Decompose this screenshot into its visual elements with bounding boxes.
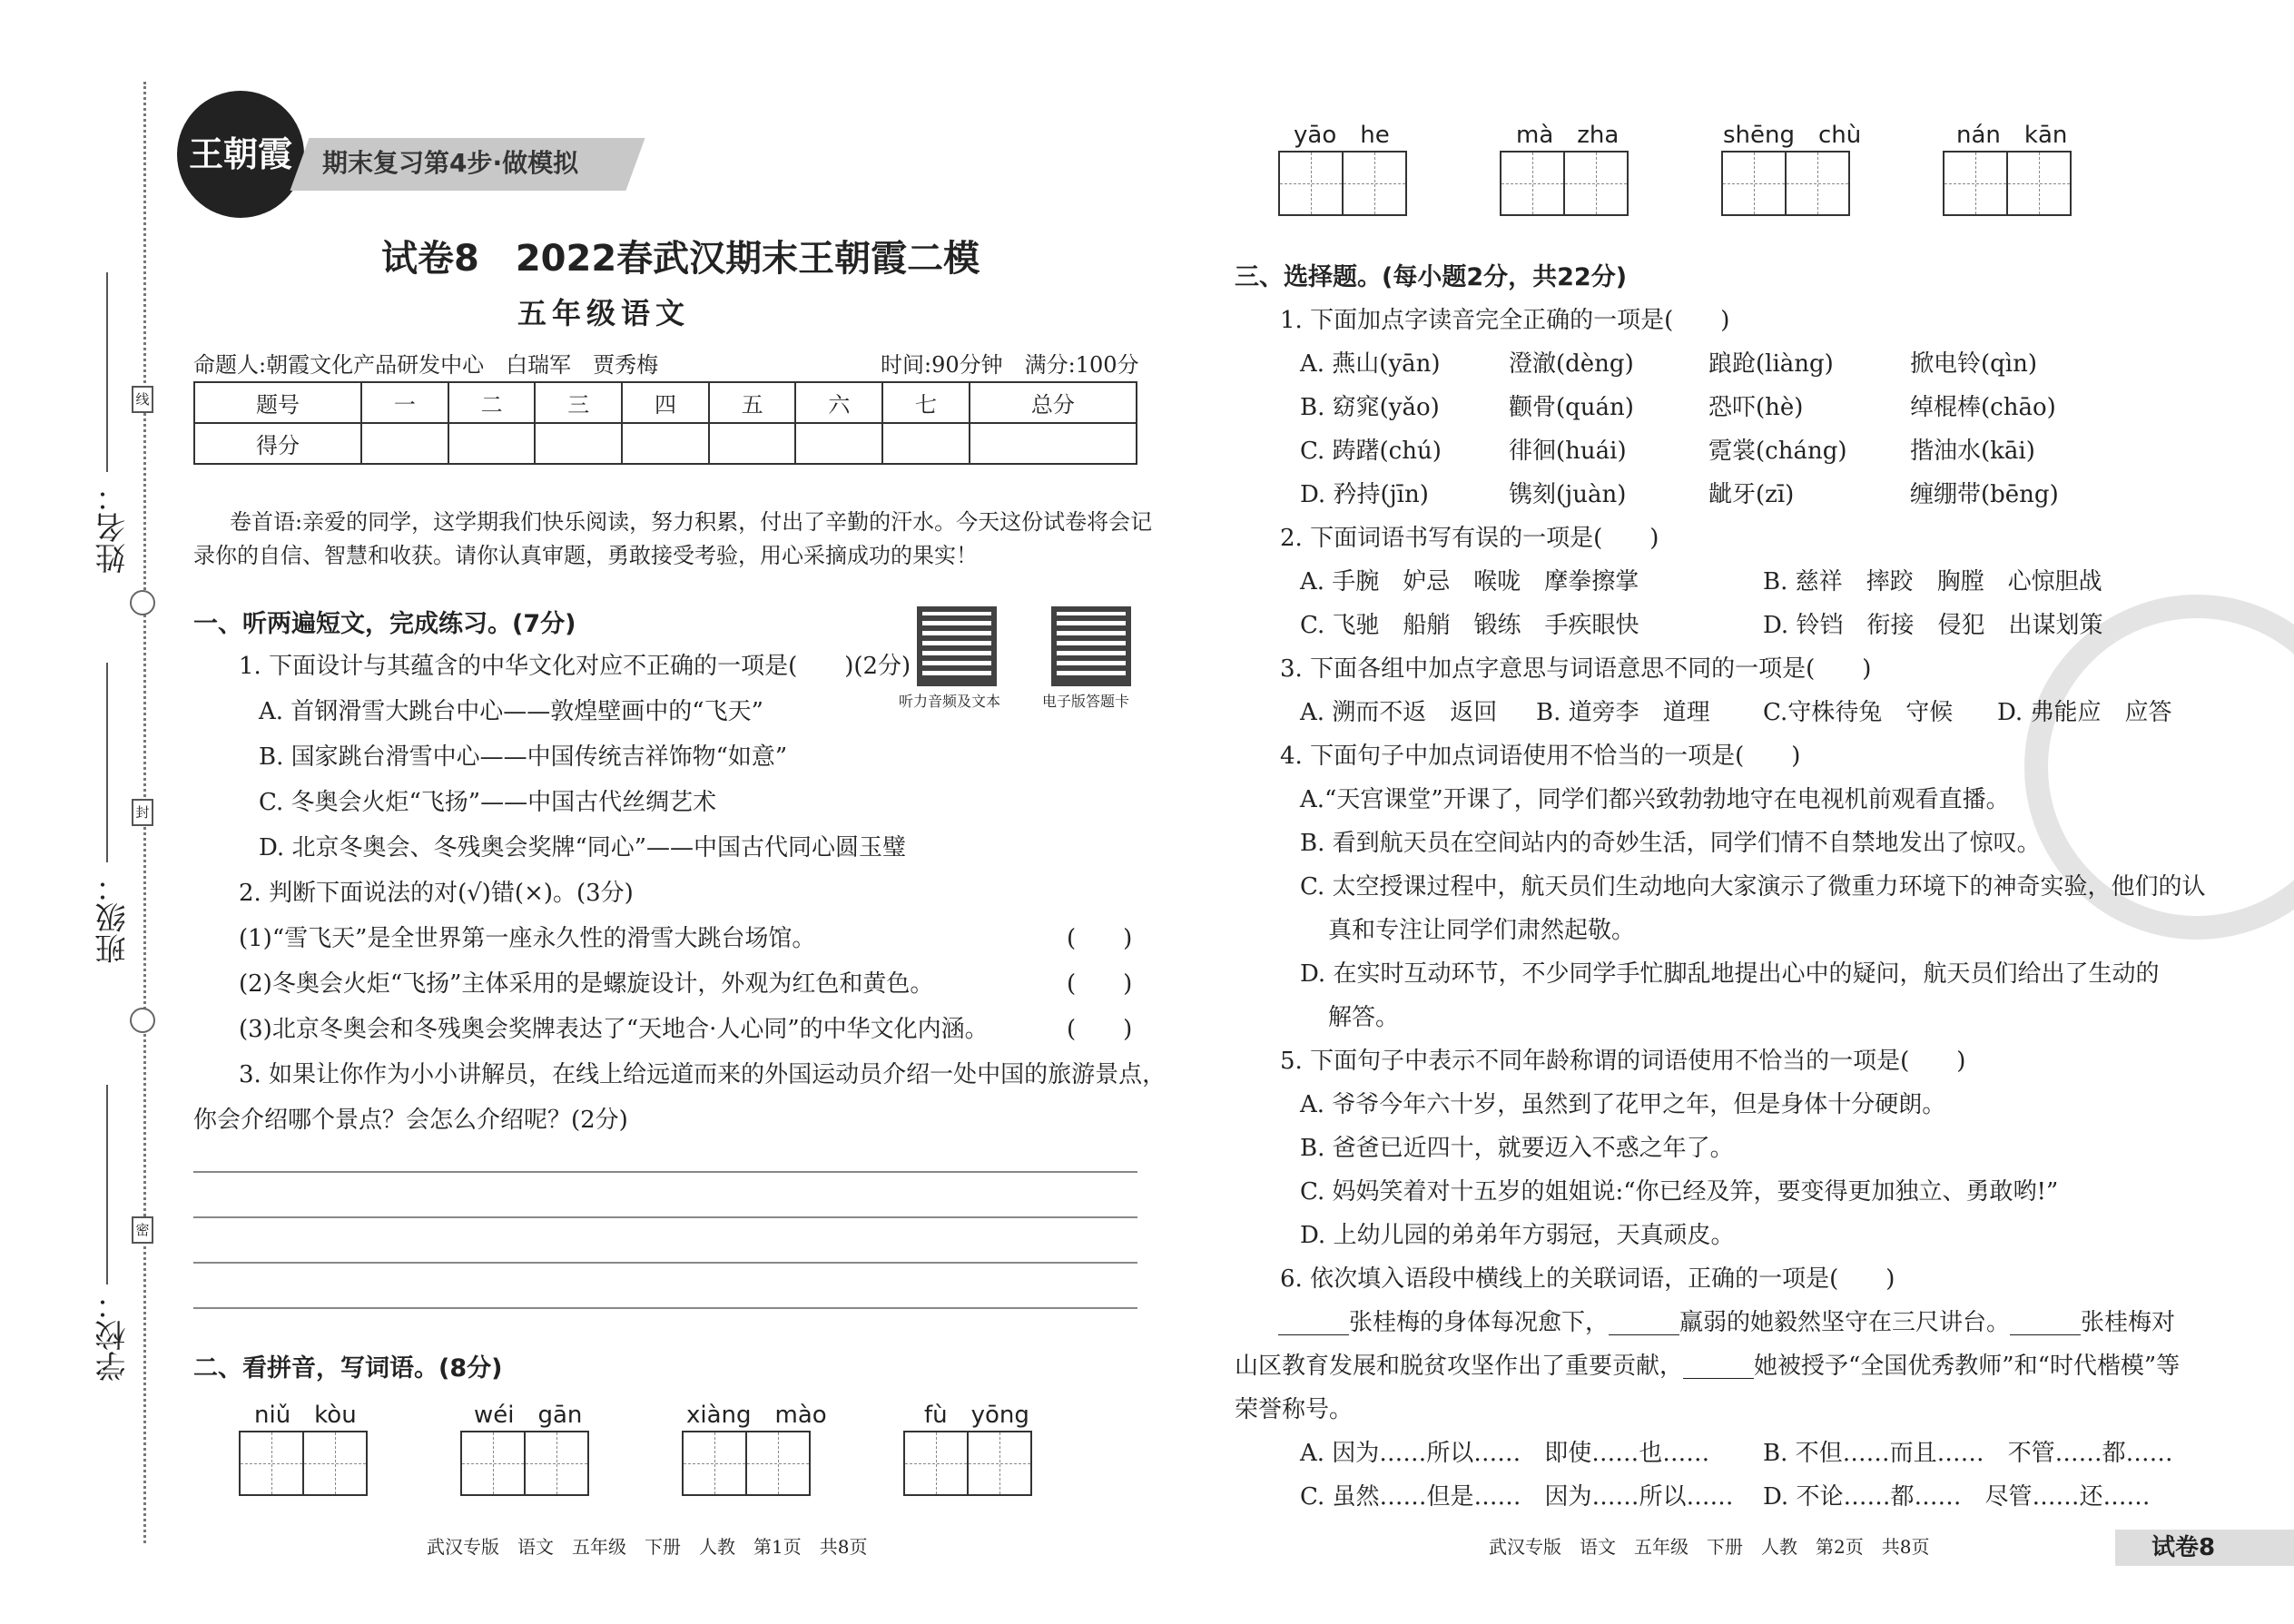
footer-right: 武汉专版 语文 五年级 下册 人教 第2页 共8页	[1489, 1536, 1930, 1558]
school-line[interactable]	[106, 1085, 108, 1284]
s1-q1-b: B. 国家跳台滑雪中心——中国传统吉祥饰物“如意”	[259, 743, 788, 771]
s1-q2-3: (3)北京冬奥会和冬残奥会奖牌表达了“天地合·人心同”的中华文化内涵。	[239, 1016, 989, 1043]
write-box[interactable]	[1943, 151, 2008, 216]
binding-hole	[130, 590, 155, 615]
exam-time: 时间:90分钟 满分:100分	[881, 352, 1139, 378]
s3-q1-option: D. 矜持(jīn)	[1300, 481, 1429, 508]
name-label: 姓名：	[95, 481, 132, 574]
s1-q2-2: (2)冬奥会火炬“飞扬”主体采用的是螺旋设计，外观为红色和黄色。	[239, 970, 934, 998]
score-head: 二	[448, 382, 536, 423]
answer-paren[interactable]: ( )	[1067, 925, 1133, 952]
s3-q1-option: 缠绷带(bēng)	[1910, 481, 2059, 508]
s3-q5-d: D. 上幼儿园的弟弟年方弱冠，天真顽皮。	[1300, 1222, 1735, 1249]
write-box[interactable]	[1500, 151, 1565, 216]
s3-q1-option: 踉跄(liàng)	[1708, 350, 1834, 378]
write-box[interactable]	[682, 1431, 747, 1496]
write-box[interactable]	[302, 1431, 368, 1496]
s3-q6-b: B. 不但……而且…… 不管……都……	[1763, 1440, 2173, 1467]
s3-q1-option: 徘徊(huái)	[1509, 438, 1627, 465]
pinyin-label: shēng chù	[1723, 122, 1862, 149]
s3-q3-b: B. 道旁李 道理	[1536, 699, 1710, 726]
write-box[interactable]	[967, 1431, 1032, 1496]
write-box[interactable]	[460, 1431, 526, 1496]
s3-q3-d: D. 弗能应 应答	[1997, 699, 2172, 726]
write-box[interactable]	[745, 1431, 811, 1496]
s3-q6-a: A. 因为……所以…… 即使……也……	[1300, 1440, 1710, 1467]
intro-line2: 录你的自信、智慧和收获。请你认真审题，勇敢接受考验，用心采摘成功的果实！	[193, 543, 978, 568]
s3-q2: 2. 下面词语书写有误的一项是( )	[1280, 525, 1659, 552]
s1-q3-line2: 你会介绍哪个景点？会怎么介绍呢？(2分)	[193, 1107, 628, 1134]
write-box[interactable]	[239, 1431, 304, 1496]
score-head: 总分	[970, 382, 1137, 423]
pinyin-label: wéi gān	[474, 1402, 583, 1429]
s3-q4-d: D. 在实时互动环节，不少同学手忙脚乱地提出心中的疑问，航天员们给出了生动的	[1300, 960, 2160, 988]
score-cell[interactable]	[622, 423, 709, 464]
s3-q1-option: 镌刻(juàn)	[1509, 481, 1627, 508]
answer-line[interactable]	[193, 1216, 1137, 1218]
answer-line[interactable]	[193, 1307, 1137, 1309]
write-box[interactable]	[1563, 151, 1629, 216]
score-cell[interactable]	[361, 423, 448, 464]
s3-q1-option: B. 窈窕(yǎo)	[1300, 394, 1440, 421]
score-cell[interactable]	[795, 423, 882, 464]
write-box[interactable]	[2006, 151, 2072, 216]
write-box[interactable]	[1785, 151, 1850, 216]
s1-q1-c: C. 冬奥会火炬“飞扬”——中国古代丝绸艺术	[259, 789, 717, 816]
s3-q6-c: C. 虽然……但是…… 因为……所以……	[1300, 1483, 1734, 1511]
name-line[interactable]	[106, 272, 108, 472]
seal-mark-seal: 封	[132, 799, 153, 826]
s1-q2: 2. 判断下面说法的对(√)错(×)。(3分)	[239, 880, 634, 907]
score-head: 四	[622, 382, 709, 423]
s3-q2-b: B. 慈祥 摔跤 胸膛 心惊胆战	[1763, 568, 2102, 595]
s1-q1: 1. 下面设计与其蕴含的中华文化对应不正确的一项是( )(2分)	[239, 653, 911, 680]
s3-q6-passage2: 山区教育发展和脱贫攻坚作出了重要贡献，______她被授予“全国优秀教师”和“时代楷模”等	[1235, 1353, 2181, 1380]
intro-line1: 卷首语:亲爱的同学，这学期我们快乐阅读，努力积累，付出了辛勤的汗水。今天这份试卷将会记	[230, 509, 1153, 535]
s3-q4-c-cont: 真和专注让同学们肃然起敬。	[1328, 917, 1636, 944]
s3-q5-b: B. 爸爸已近四十，就要迈入不惑之年了。	[1300, 1135, 1734, 1162]
s3-q1-option: 揩油水(kāi)	[1910, 438, 2035, 465]
s3-q4-d-cont: 解答。	[1328, 1004, 1400, 1031]
write-box[interactable]	[1342, 151, 1407, 216]
s1-q1-a: A. 首钢滑雪大跳台中心——敦煌壁画中的“飞天”	[259, 698, 763, 725]
banner-text: 期末复习第4步·做模拟	[322, 148, 579, 178]
score-cell[interactable]	[970, 423, 1137, 464]
qr-caption-card: 电子版答题卡	[1042, 693, 1130, 710]
s3-q2-c: C. 飞驰 船艄 锻练 手疾眼快	[1300, 612, 1639, 639]
s3-q1-option: 龇牙(zī)	[1708, 481, 1795, 508]
s3-q1: 1. 下面加点字读音完全正确的一项是( )	[1280, 307, 1730, 334]
write-box[interactable]	[903, 1431, 969, 1496]
pinyin-label: fù yōng	[924, 1402, 1029, 1429]
score-table	[193, 381, 1137, 465]
s3-q4: 4. 下面句子中加点词语使用不恰当的一项是( )	[1280, 743, 1801, 770]
s3-q2-a: A. 手腕 妒忌 喉咙 摩拳擦掌	[1300, 568, 1639, 595]
score-cell[interactable]	[535, 423, 622, 464]
s3-q3-c: C.守株待兔 守候	[1763, 699, 1954, 726]
qr-code-answer-card[interactable]	[1051, 606, 1131, 686]
write-box[interactable]	[1721, 151, 1787, 216]
s3-q1-option: 颧骨(quán)	[1509, 394, 1634, 421]
answer-paren[interactable]: ( )	[1067, 970, 1133, 998]
s3-q1-option: 掀电铃(qìn)	[1910, 350, 2037, 378]
section3-title: 三、选择题。(每小题2分，共22分)	[1235, 263, 1628, 291]
s3-q6-passage3: 荣誉称号。	[1235, 1396, 1354, 1423]
authors: 命题人:朝霞文化产品研发中心 白瑞军 贾秀梅	[193, 352, 659, 378]
seal-mark-line: 线	[132, 386, 153, 413]
s3-q2-d: D. 铃铛 衔接 侵犯 出谋划策	[1763, 612, 2103, 639]
answer-line[interactable]	[193, 1262, 1137, 1264]
score-cell[interactable]	[882, 423, 970, 464]
score-head: 七	[882, 382, 970, 423]
footer-left: 武汉专版 语文 五年级 下册 人教 第1页 共8页	[427, 1536, 868, 1558]
s3-q4-b: B. 看到航天员在空间站内的奇妙生活，同学们情不自禁地发出了惊叹。	[1300, 830, 2041, 857]
pinyin-label: niǔ kòu	[254, 1402, 357, 1429]
s3-q1-option: C. 踌躇(chú)	[1300, 438, 1442, 465]
s3-q5-a: A. 爷爷今年六十岁，虽然到了花甲之年，但是身体十分硬朗。	[1300, 1091, 1946, 1118]
class-label: 班级：	[95, 871, 132, 964]
s3-q5: 5. 下面句子中表示不同年龄称谓的词语使用不恰当的一项是( )	[1280, 1048, 1966, 1075]
exam-subtitle: 五年级语文	[517, 296, 691, 330]
write-box[interactable]	[524, 1431, 589, 1496]
answer-line[interactable]	[193, 1171, 1137, 1173]
exam-title: 试卷8 2022春武汉期末王朝霞二模	[381, 238, 980, 280]
s3-q5-c: C. 妈妈笑着对十五岁的姐姐说:“你已经及笄，要变得更加独立、勇敢哟!”	[1300, 1178, 2059, 1206]
pinyin-label: nán kān	[1956, 122, 2068, 149]
score-cell[interactable]	[709, 423, 796, 464]
score-label: 得分	[194, 423, 361, 464]
school-label: 学校：	[95, 1289, 132, 1382]
qr-code-audio[interactable]	[917, 606, 997, 686]
score-cell[interactable]	[448, 423, 536, 464]
qr-caption-audio: 听力音频及文本	[899, 693, 1001, 710]
score-head: 三	[535, 382, 622, 423]
seal-mark-secret: 密	[132, 1216, 153, 1244]
brand-logo: 王朝霞	[177, 91, 304, 218]
s3-q6-d: D. 不论……都…… 尽管……还……	[1763, 1483, 2151, 1511]
s3-q1-option: A. 燕山(yān)	[1300, 350, 1441, 378]
s3-q1-option: 霓裳(cháng)	[1708, 438, 1847, 465]
s3-q4-c: C. 太空授课过程中，航天员们生动地向大家演示了微重力环境下的神奇实验，他们的认	[1300, 873, 2206, 901]
section1-title: 一、听两遍短文，完成练习。(7分)	[193, 610, 576, 638]
paper-tag: 试卷8	[2115, 1530, 2294, 1566]
s1-q1-d: D. 北京冬奥会、冬残奥会奖牌“同心”——中国古代同心圆玉璧	[259, 834, 907, 861]
s3-q1-option: 恐吓(hè)	[1708, 394, 1804, 421]
s3-q1-option: 绰棍棒(chāo)	[1910, 394, 2056, 421]
score-head: 六	[795, 382, 882, 423]
s3-q6: 6. 依次填入语段中横线上的关联词语，正确的一项是( )	[1280, 1265, 1895, 1293]
score-head: 五	[709, 382, 796, 423]
s1-q3-line1: 3. 如果让你作为小小讲解员，在线上给远道而来的外国运动员介绍一处中国的旅游景点，	[239, 1061, 1167, 1088]
binding-hole	[130, 1008, 155, 1033]
s3-q3: 3. 下面各组中加点字意思与词语意思不同的一项是( )	[1280, 655, 1872, 683]
score-head: 一	[361, 382, 448, 423]
pinyin-label: yāo he	[1294, 122, 1390, 149]
s3-q3-a: A. 溯而不返 返回	[1300, 699, 1498, 726]
write-box[interactable]	[1278, 151, 1344, 216]
section2-title: 二、看拼音，写词语。(8分)	[193, 1354, 503, 1383]
score-head: 题号	[194, 382, 361, 423]
s3-q4-a: A.“天宫课堂”开课了，同学们都兴致勃勃地守在电视机前观看直播。	[1300, 786, 2010, 813]
pinyin-label: xiàng mào	[686, 1402, 827, 1429]
answer-paren[interactable]: ( )	[1067, 1016, 1133, 1043]
pinyin-label: mà zha	[1516, 122, 1620, 149]
s3-q1-option: 澄澈(dèng)	[1509, 350, 1634, 378]
s1-q2-1: (1)“雪飞天”是全世界第一座永久性的滑雪大跳台场馆。	[239, 925, 816, 952]
class-line[interactable]	[106, 663, 108, 862]
s3-q6-passage1: ______张桂梅的身体每况愈下，______羸弱的她毅然坚守在三尺讲台。______张桂梅对	[1278, 1309, 2176, 1336]
